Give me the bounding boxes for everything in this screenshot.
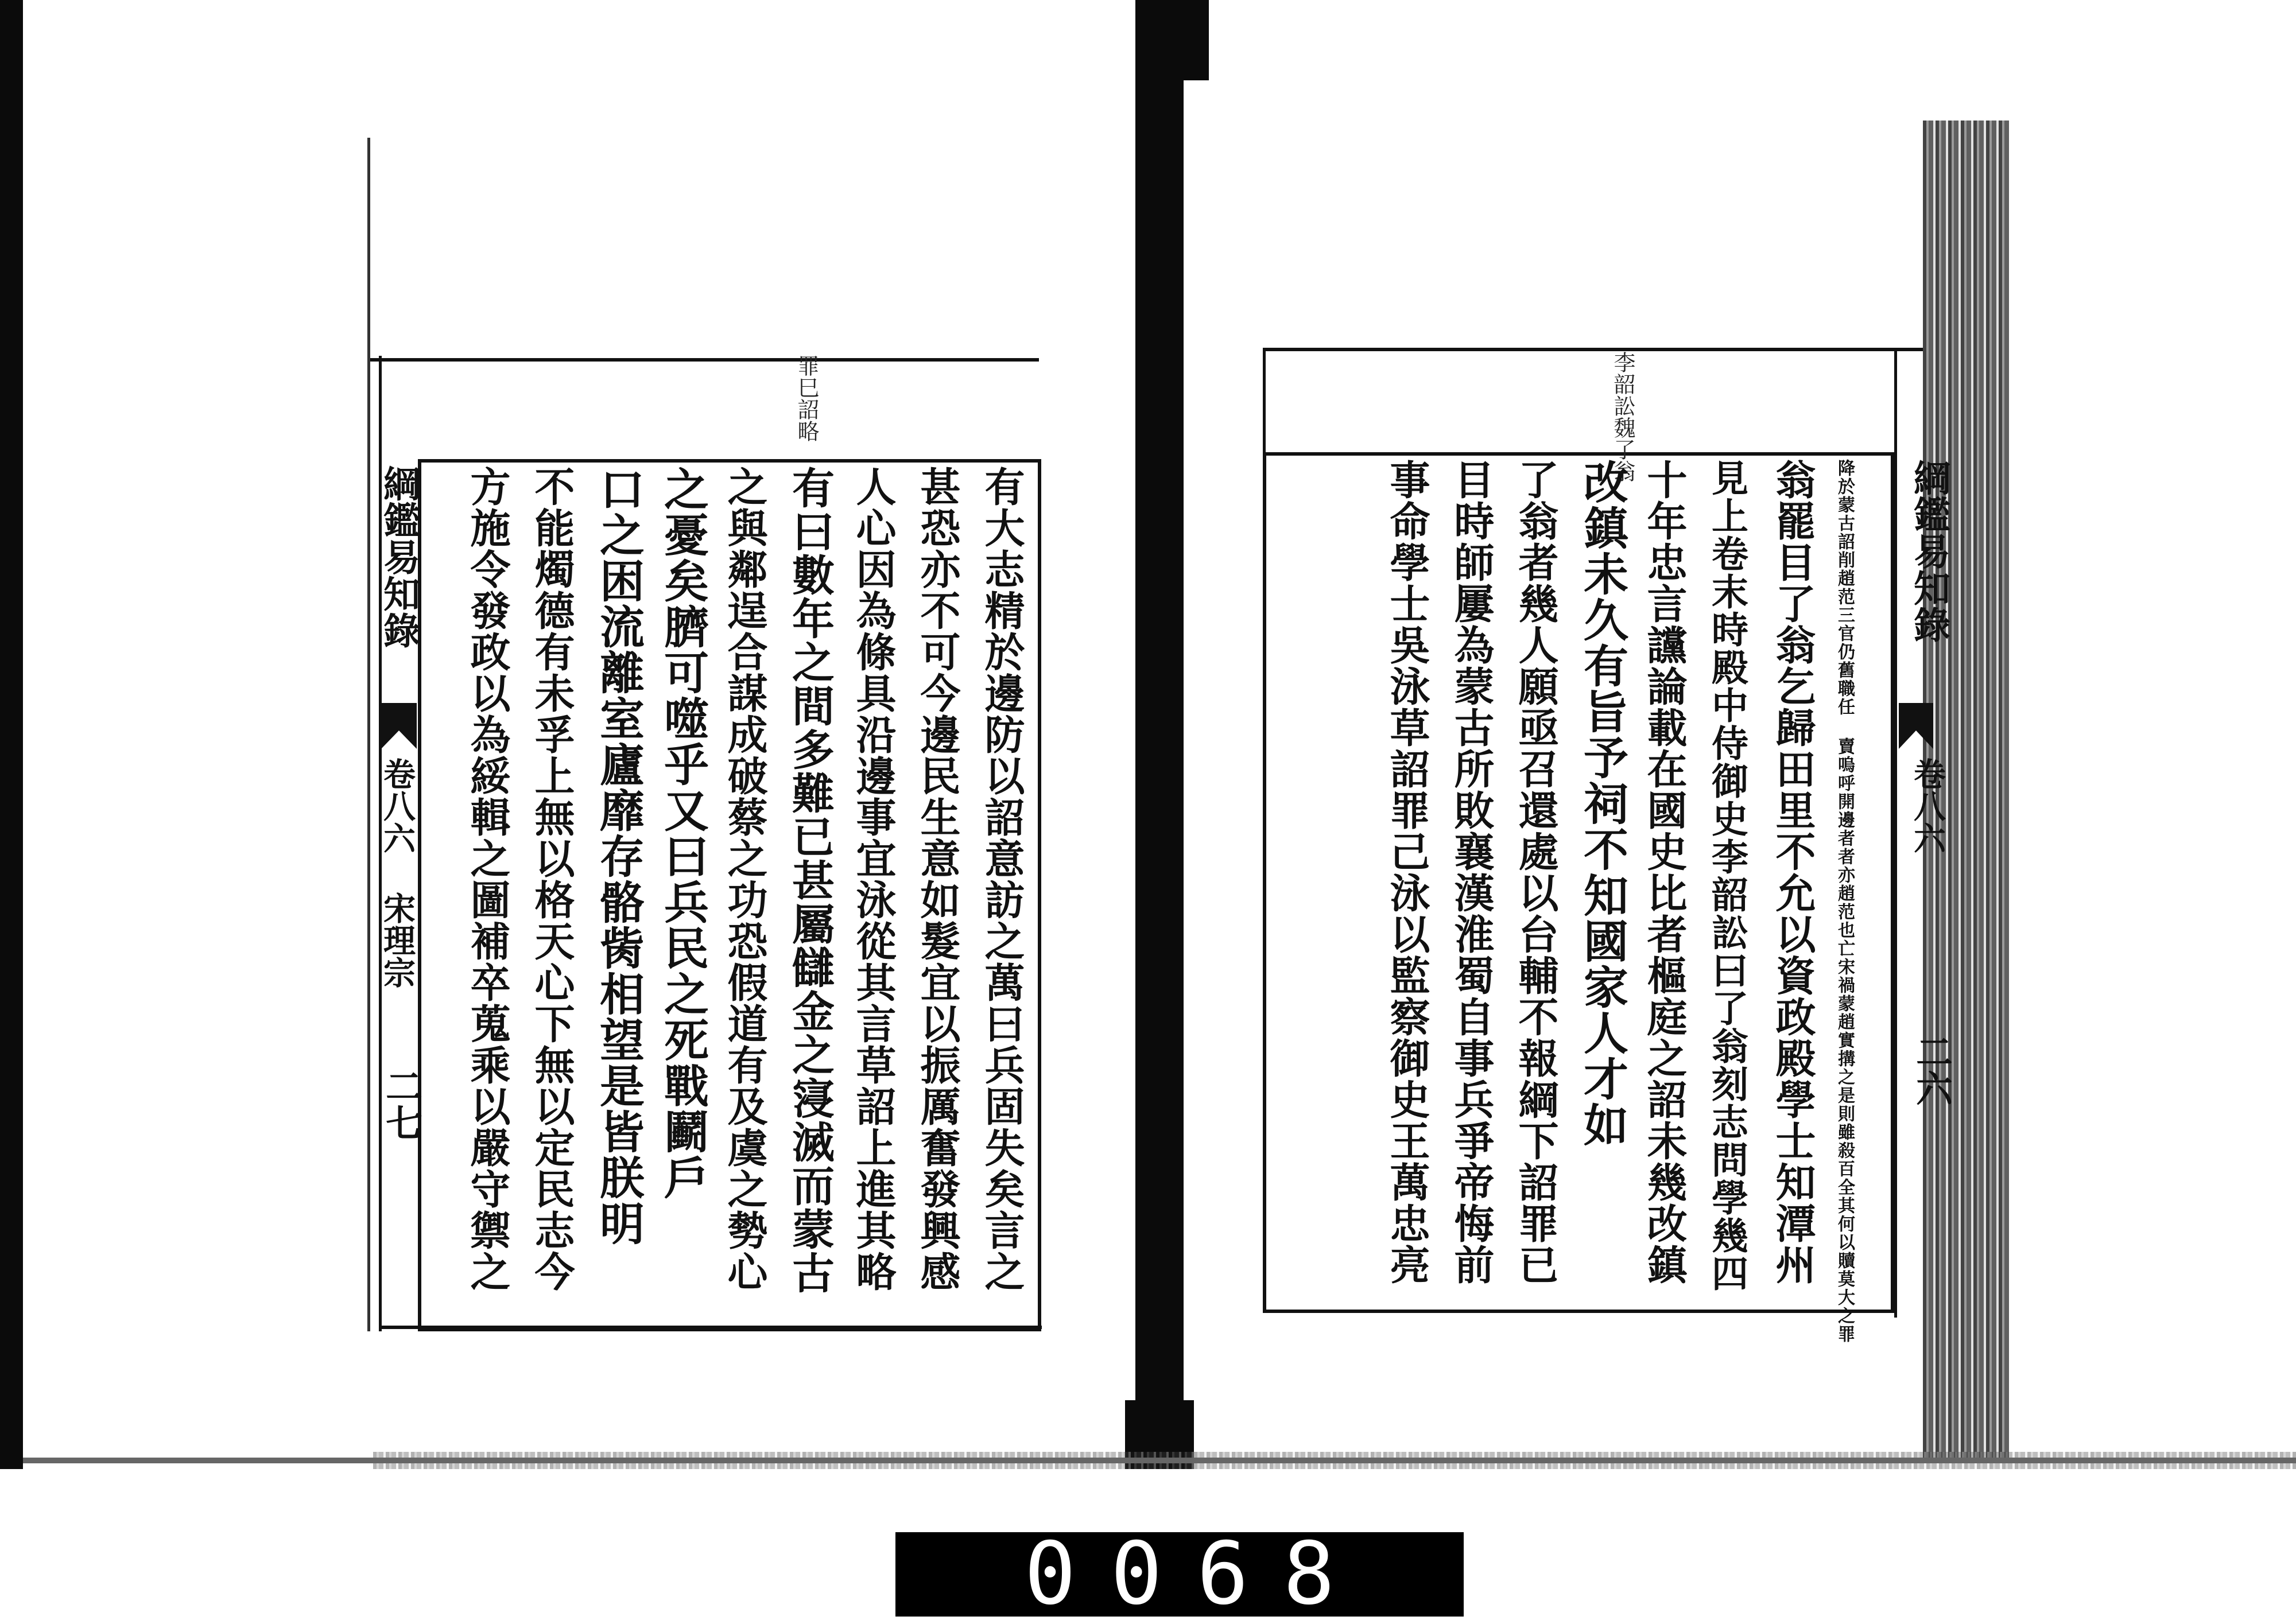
right-fishtail-ornament <box>1899 703 1933 749</box>
right-spine-volume: 卷八六 <box>1909 757 1946 854</box>
left-column-9: 方施令發政以為綏輯之圖補卒蒐乘以嚴守禦之 <box>464 466 511 1292</box>
left-bottom-rule <box>379 1326 1042 1329</box>
left-spine-title: 綱鑑易知錄 <box>377 465 420 648</box>
left-outer-edge <box>367 138 370 1331</box>
left-column-1: 有大志精於邊防以詔意訪之萬曰兵固失矣言之 <box>978 466 1026 1292</box>
right-column-7: 目時師屢為蒙古所敗襄漢淮蜀自事兵爭帝悔前 <box>1448 459 1495 1285</box>
left-spine-volume: 卷八六 宋理宗 <box>378 757 416 988</box>
reel-frame-number: 0068 <box>895 1532 1464 1617</box>
right-spine-title: 綱鑑易知錄 <box>1907 459 1950 643</box>
right-column-6: 了翁者幾人願亟召還處以台輔不報綱下詔罪已 <box>1512 459 1560 1285</box>
left-column-8: 不能燭德有未孚上無以格天心下無以定民志今 <box>528 466 576 1292</box>
left-column-7: 口之困流離室廬靡存骼胔相望是皆朕明 <box>592 466 645 1246</box>
right-column-2: 翁罷目了翁乞歸田里不允以資政殿學士知潭州 <box>1769 459 1817 1285</box>
right-left-rule <box>1263 348 1266 457</box>
right-column-1: 降於蒙古詔削趙范三官仍舊職任 賣嗚呼開邊者者亦趙范也亡宋禍蒙趙實搆之是則雖殺百全其何以贖莫大之罪 <box>1835 459 1855 1343</box>
right-column-4: 十年忠言讜論載在國史比者樞庭之詔未幾改鎮 <box>1640 459 1688 1285</box>
left-fishtail-ornament <box>381 703 417 749</box>
left-column-6: 之憂矣臍可噬乎又曰兵民之死戰鬬戶 <box>657 466 709 1200</box>
left-column-5: 之與鄰逞合謀成破蔡之功恐假道有及虞之勢心 <box>721 466 769 1292</box>
right-column-3: 見上卷末時殿中侍御史李韶訟曰了翁刻志問學幾四 <box>1705 459 1748 1292</box>
left-column-4: 有曰數年之間多難已甚屬讎金之寖滅而蒙古 <box>785 466 835 1295</box>
gutter-notch <box>1146 0 1209 80</box>
right-spine-page: 二六 <box>1910 1033 1953 1106</box>
left-column-2: 甚恐亦不可今邊民生意如髮宜以振厲奮發興感 <box>914 466 961 1292</box>
left-margin-tag: 罪巳詔略 <box>794 355 819 442</box>
right-top-rule <box>1263 348 1923 351</box>
right-column-8: 事命學士吳泳草詔罪己泳以監察御史王萬忠亮 <box>1383 459 1431 1285</box>
right-margin-tag: 李韶訟魏了翁 <box>1610 351 1635 482</box>
right-column-5: 改鎮未久有旨予祠不知國家人才如 <box>1576 459 1628 1148</box>
left-top-rule <box>367 358 1039 362</box>
right-spine-rule <box>1894 348 1897 1318</box>
film-edge-left <box>0 0 23 1469</box>
gutter-bar <box>1135 0 1184 1469</box>
left-column-3: 人心因為條具沿邊事宜泳從其言草詔上進其略 <box>850 466 897 1292</box>
left-spine-page: 二七 <box>379 1067 422 1141</box>
scan-bottom-bar <box>23 1458 2296 1463</box>
